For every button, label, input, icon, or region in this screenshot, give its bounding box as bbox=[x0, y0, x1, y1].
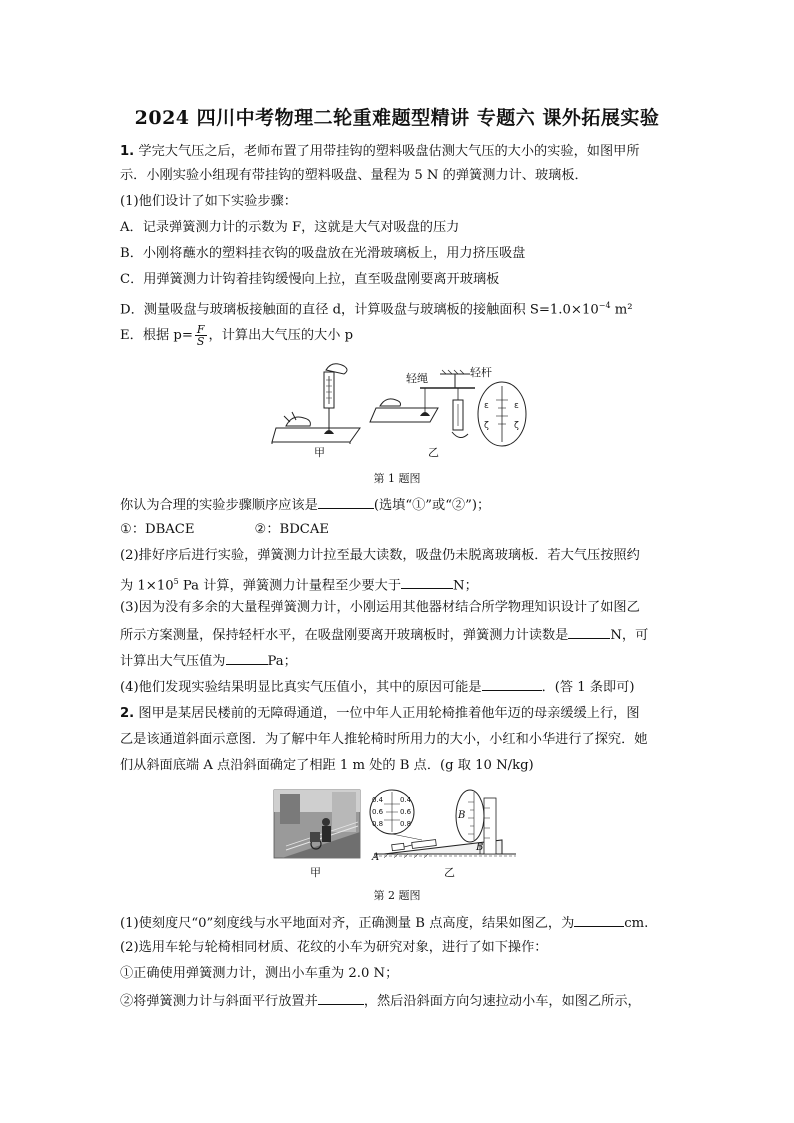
q1-part3-post: N，可 bbox=[610, 628, 649, 643]
figure-1-illustration bbox=[270, 360, 530, 460]
q1-order-question bbox=[120, 495, 680, 515]
q2-part1 bbox=[120, 913, 680, 933]
scale-label-tr: 0.4 bbox=[400, 796, 412, 804]
q2-intro-line1 bbox=[120, 705, 680, 723]
q1-intro1-text: 学完大气压之后，老师布置了用带挂钩的塑料吸盘估测大气压的大小的实验，如图甲所 bbox=[134, 144, 640, 159]
q1-step-d bbox=[120, 297, 680, 319]
q2-step2-pre: ②将弹簧测力计与斜面平行放置并 bbox=[120, 994, 318, 1009]
q1-step-e bbox=[120, 324, 680, 347]
label-fig1-jia: 甲 bbox=[314, 446, 325, 459]
q1-step-a: A．记录弹簧测力计的示数为 F，这就是大气对吸盘的压力 bbox=[120, 220, 460, 235]
figure-2-illustration bbox=[272, 788, 534, 880]
svg-text:ε: ε bbox=[484, 401, 489, 411]
q2-intro1-text: 图甲是某居民楼前的无障碍通道，一位中年人正用轮椅推着他年迈的母亲缓缓上行，图 bbox=[134, 706, 640, 721]
svg-text:ε: ε bbox=[514, 401, 519, 411]
q1-part3c-post: Pa； bbox=[267, 654, 297, 669]
q1-part4 bbox=[120, 677, 680, 697]
svg-text:ζ: ζ bbox=[514, 421, 519, 431]
q1-part2-post: N； bbox=[453, 578, 478, 594]
scale-label-ml: 0.6 bbox=[372, 808, 384, 816]
q1-step-c: C．用弹簧测力计钩着挂钩缓慢向上拉，直至吸盘刚要离开玻璃板 bbox=[120, 272, 500, 287]
q2-step1: ①正确使用弹簧测力计，测出小车重为 2.0 N； bbox=[120, 966, 399, 981]
q2-number: 2. bbox=[120, 706, 135, 721]
label-fig2-yi: 乙 bbox=[444, 866, 455, 879]
q1-part3-line2 bbox=[120, 625, 680, 645]
label-point-b-zoom: B bbox=[458, 810, 466, 821]
q1-order-text-b: (选填“①”或“②”)； bbox=[373, 498, 491, 513]
figure-1-caption: 第 1 题图 bbox=[373, 472, 421, 485]
q1-step-d-text: D．测量吸盘与玻璃板接触面的直径 d，计算吸盘与玻璃板的接触面积 S=1.0×10 bbox=[120, 302, 599, 318]
q1-option-1: ①：DBACE bbox=[120, 522, 195, 537]
label-light-rod: 轻杆 bbox=[470, 366, 492, 379]
q1-part3-line1: (3)因为没有多余的大量程弹簧测力计，小刚运用其他器材结合所学物理知识设计了如图乙 bbox=[120, 600, 640, 615]
q2-part1-post: cm. bbox=[624, 916, 649, 931]
q1-part3-line3 bbox=[120, 651, 680, 671]
q2-intro-line2: 乙是该通道斜面示意图．为了解中年人推轮椅时所用力的大小，小红和小华进行了探究．她 bbox=[120, 732, 648, 747]
q1-option-2: ②：BDCAE bbox=[254, 522, 330, 537]
q2-part2: (2)选用车轮与轮椅相同材质、花纹的小车为研究对象，进行了如下操作： bbox=[120, 940, 548, 955]
q2-intro-line3: 们从斜面底端 A 点沿斜面确定了相距 1 m 处的 B 点．(g 取 10 N/kg) bbox=[120, 758, 534, 773]
q1-intro-line1 bbox=[120, 143, 680, 161]
answer-blank[interactable] bbox=[482, 677, 542, 691]
q1-step-d-unit: m² bbox=[610, 302, 633, 318]
svg-text:ζ: ζ bbox=[484, 421, 489, 431]
label-light-rope: 轻绳 bbox=[406, 372, 428, 385]
answer-blank[interactable] bbox=[568, 625, 610, 639]
q1-order-text-a: 你认为合理的实验步骤顺序应该是 bbox=[120, 498, 318, 513]
q1-part3-pre: 所示方案测量，保持轻杆水平，在吸盘刚要离开玻璃板时，弹簧测力计读数是 bbox=[120, 628, 569, 643]
answer-blank[interactable] bbox=[401, 575, 453, 589]
q1-part1: (1)他们设计了如下实验步骤： bbox=[120, 194, 297, 209]
answer-blank[interactable] bbox=[318, 495, 374, 509]
pressure-formula-fraction bbox=[195, 324, 207, 347]
q1-step-e-post: ，计算出大气压的大小 p bbox=[208, 328, 354, 343]
scale-label-br: 0.8 bbox=[400, 820, 412, 828]
label-fig1-yi: 乙 bbox=[428, 446, 439, 459]
q1-part4-post: ．(答 1 条即可) bbox=[541, 680, 635, 695]
scale-label-bl: 0.8 bbox=[372, 820, 384, 828]
scale-label-tl: 0.4 bbox=[372, 796, 384, 804]
answer-blank[interactable] bbox=[318, 991, 364, 1005]
label-point-b: B bbox=[476, 842, 484, 853]
page-title: 2024 四川中考物理二轮重难题型精讲 专题六 课外拓展实验 bbox=[134, 107, 660, 129]
q1-step-e-pre: E．根据 p= bbox=[120, 328, 193, 343]
q1-options bbox=[120, 521, 680, 539]
q1-part4-pre: (4)他们发现实验结果明显比真实气压值小，其中的原因可能是 bbox=[120, 680, 482, 695]
q2-part1-pre: (1)使刻度尺“0”刻度线与水平地面对齐，正确测量 B 点高度，结果如图乙，为 bbox=[120, 916, 575, 931]
answer-blank[interactable] bbox=[226, 651, 268, 665]
q1-part2-line2 bbox=[120, 573, 680, 595]
q1-number: 1. bbox=[120, 144, 135, 159]
formula-denominator: S bbox=[196, 335, 205, 348]
formula-numerator: F bbox=[196, 323, 205, 336]
q1-part2-pre: 为 1×10 bbox=[120, 578, 174, 594]
q2-step2-post: ，然后沿斜面方向匀速拉动小车，如图乙所示， bbox=[363, 994, 641, 1009]
q1-part2-mid: Pa 计算，弹簧测力计量程至少要大于 bbox=[178, 578, 402, 594]
scale-label-mr: 0.6 bbox=[400, 808, 412, 816]
label-fig2-jia: 甲 bbox=[310, 866, 321, 879]
answer-blank[interactable] bbox=[574, 913, 624, 927]
q1-part3c-pre: 计算出大气压值为 bbox=[120, 654, 226, 669]
q1-part2-exponent: 5 bbox=[173, 577, 179, 586]
label-point-a: A bbox=[372, 852, 380, 863]
figure-2-caption: 第 2 题图 bbox=[373, 889, 421, 902]
q1-intro-line2: 示．小刚实验小组现有带挂钩的塑料吸盘、量程为 5 N 的弹簧测力计、玻璃板． bbox=[120, 168, 588, 183]
q1-step-b: B．小刚将蘸水的塑料挂衣钩的吸盘放在光滑玻璃板上，用力挤压吸盘 bbox=[120, 246, 526, 261]
q1-part2-line1: (2)排好序后进行实验，弹簧测力计拉至最大读数，吸盘仍未脱离玻璃板．若大气压按照约 bbox=[120, 548, 640, 563]
q1-step-d-exponent: −4 bbox=[598, 301, 611, 310]
q2-step2 bbox=[120, 991, 680, 1011]
